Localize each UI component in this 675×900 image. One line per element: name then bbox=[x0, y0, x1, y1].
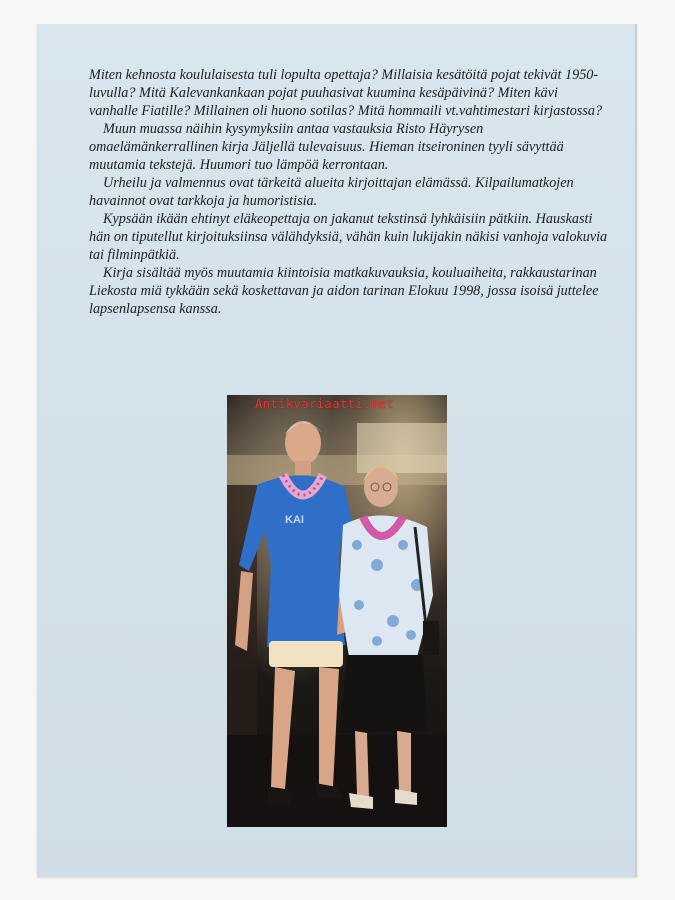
blurb-paragraph-1: Miten kehnosta koululaisesta tuli lopulta opettaja? Millaisia kesätöitä pojat tekivät 1950-luvulla? Mitä Kalevankankaan pojat puuhasivat kuumina kesäpäivinä? Miten kävi vanhalle Fiatille? Millainen oli huono sotilas? Mitä hommaili vt.vahtimestari kirjastossa? bbox=[89, 67, 603, 119]
watermark: Antikvariaatti.net bbox=[255, 397, 395, 411]
blurb-paragraph-5: Kirja sisältää myös muutamia kiintoisia matkakuvauksia, kouluaiheita, rakkaustarinan Liekosta miä tykkään sekä koskettavan ja aidon tarinan Elokuu 1998, jossa isoisä juttelee lapsenlapsensa kanssa. bbox=[89, 265, 599, 317]
book-back-cover bbox=[37, 24, 637, 877]
author-photo bbox=[227, 395, 447, 827]
blurb-paragraph-3: Urheilu ja valmennus ovat tärkeitä alueita kirjoittajan elämässä. Kilpailumatkojen havainnot ovat tarkkoja ja humoristisia. bbox=[89, 175, 574, 209]
svg-text:KAI: KAI bbox=[285, 514, 304, 526]
blurb-paragraph-2: Muun muassa näihin kysymyksiin antaa vastauksia Risto Häyrysen omaelämänkerrallinen kirja Jäljellä tulevaisuus. Hieman itseironinen tyyli sävyttää muutamia tekstejä. Huumori tuo lämpöä kerrontaan. bbox=[89, 121, 564, 173]
author-photo-illustration bbox=[227, 395, 447, 827]
blurb-paragraph-4: Kypsään ikään ehtinyt eläkeopettaja on jakanut tekstinsä lyhkäisiin pätkiin. Hauskasti hän on tiputellut kirjoituksiinsa välähdyksiä, vähän kuin lukijakin näkisi vanhoja valokuvia tai filminpätkiä. bbox=[89, 211, 608, 263]
back-cover-blurb bbox=[89, 66, 609, 318]
